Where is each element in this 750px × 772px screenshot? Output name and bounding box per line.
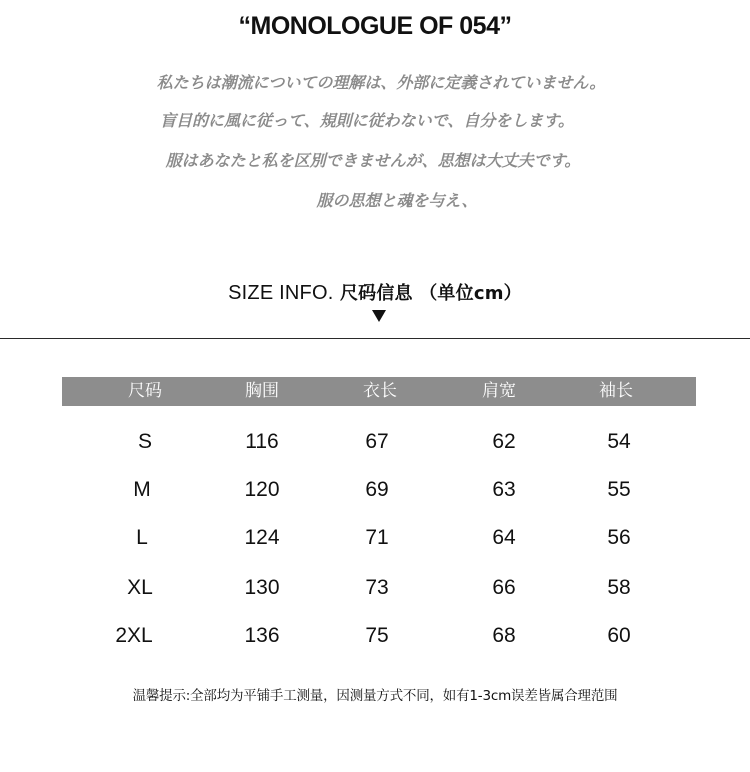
table-cell: 56 — [607, 526, 631, 549]
table-cell: 124 — [244, 526, 280, 549]
table-row — [0, 573, 750, 603]
table-cell: 116 — [245, 430, 279, 453]
table-row — [0, 427, 750, 457]
poem-line: 盲目的に風に従って、規則に従わないで、自分をします。 — [159, 111, 575, 130]
table-header-cell: 袖长 — [599, 381, 633, 401]
table-cell: M — [133, 478, 151, 501]
size-table-header — [62, 377, 696, 406]
table-row — [0, 523, 750, 553]
headline: “MONOLOGUE OF 054” — [238, 12, 512, 40]
table-cell: S — [137, 430, 152, 453]
table-cell: 2XL — [115, 624, 153, 647]
table-cell: 63 — [492, 478, 516, 501]
table-header-cell: 胸围 — [245, 381, 279, 401]
down-triangle-icon — [372, 310, 386, 322]
divider — [0, 338, 750, 339]
table-cell: 54 — [607, 430, 631, 453]
table-cell: 67 — [365, 430, 389, 453]
table-cell: 66 — [492, 576, 516, 599]
poem-line: 服の思想と魂を与え、 — [316, 191, 478, 210]
table-cell: 71 — [365, 526, 389, 549]
table-cell: 60 — [607, 624, 631, 647]
table-cell: 62 — [492, 430, 516, 453]
table-cell: 69 — [365, 478, 389, 501]
size-info-heading-en: SIZE INFO. — [228, 282, 334, 304]
table-header-cell: 尺码 — [128, 381, 162, 401]
table-cell: 68 — [492, 624, 516, 647]
table-cell: 73 — [365, 576, 389, 599]
poem-line: 私たちは潮流についての理解は、外部に定義されていません。 — [156, 73, 606, 92]
table-cell: 136 — [244, 624, 280, 647]
table-row — [0, 475, 750, 505]
table-cell: 120 — [244, 478, 280, 501]
size-info-heading-zh: 尺码信息 （单位cm） — [339, 283, 522, 304]
table-header-cell: 肩宽 — [482, 381, 516, 401]
table-cell: XL — [127, 576, 153, 599]
table-cell: 58 — [607, 576, 631, 599]
table-cell: 55 — [607, 478, 631, 501]
table-row — [0, 621, 750, 651]
table-cell: 75 — [365, 624, 389, 647]
table-header-cell: 衣长 — [363, 381, 397, 401]
table-cell: L — [136, 526, 148, 549]
measurement-note: 温馨提示:全部均为平铺手工测量，因测量方式不同，如有1-3cm误差皆属合理范围 — [132, 688, 618, 704]
table-cell: 64 — [492, 526, 516, 549]
size-info-heading — [0, 279, 750, 305]
poem-line: 服はあなたと私を区別できませんが、思想は大丈夫です。 — [165, 151, 581, 170]
table-cell: 130 — [244, 576, 280, 599]
